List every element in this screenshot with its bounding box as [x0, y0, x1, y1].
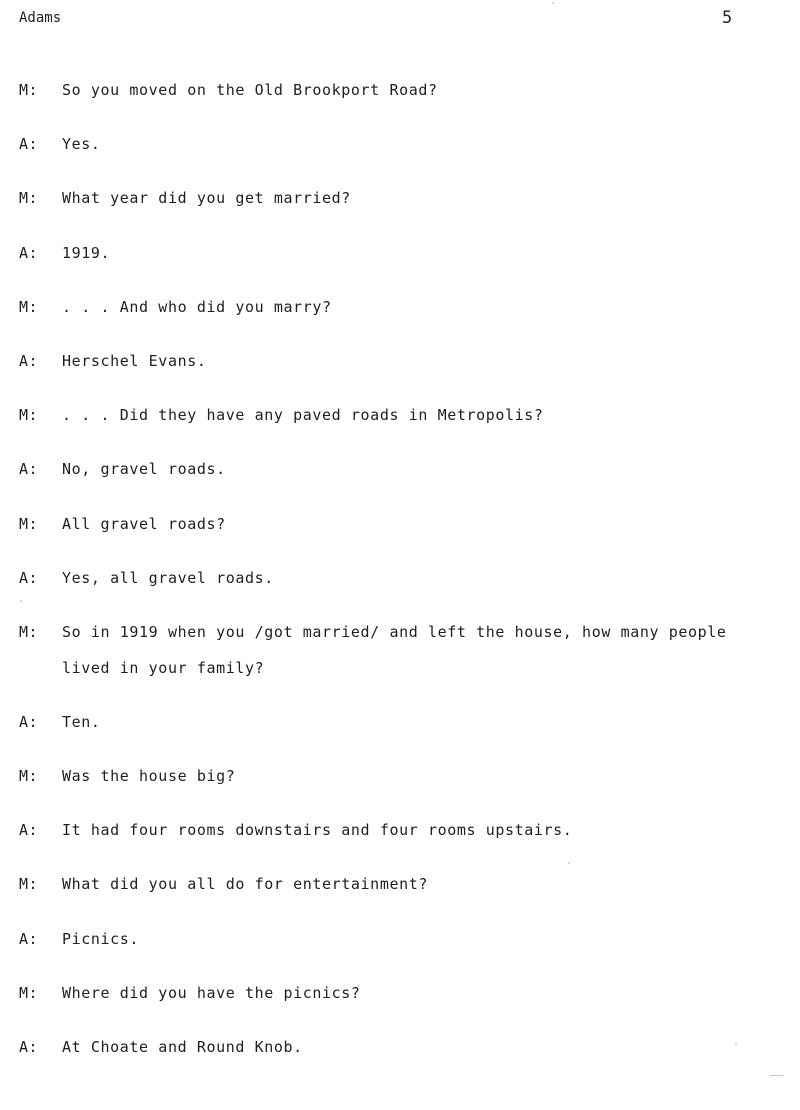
transcript-turn: [19, 297, 779, 351]
transcript-turn: [19, 820, 779, 874]
transcript-turn: [19, 983, 779, 1037]
turn-text: So in 1919 when you /got married/ and left the house, how many people lived in your family?: [62, 622, 737, 677]
scan-speck: [20, 600, 22, 602]
transcript-turn: [19, 712, 779, 766]
speaker-label: A:: [19, 568, 39, 587]
speaker-label: M:: [19, 81, 39, 99]
speaker-label: M:: [19, 875, 39, 894]
turn-text: Where did you have the picnics?: [62, 983, 361, 1002]
speaker-label: A:: [19, 821, 39, 840]
transcript-turn: [19, 351, 779, 405]
scan-speck: [552, 2, 554, 4]
scan-speck: [568, 862, 570, 864]
transcript-turn: [19, 874, 779, 928]
transcript-turn: [19, 514, 779, 568]
turn-text: Herschel Evans.: [62, 351, 207, 370]
scan-speck: [770, 1075, 784, 1076]
turn-text: Yes, all gravel roads.: [62, 568, 274, 587]
transcript-turn: [19, 766, 779, 820]
turn-text: What did you all do for entertainment?: [62, 875, 428, 894]
transcript-turn: [19, 929, 779, 983]
turn-text: No, gravel roads.: [62, 460, 226, 479]
transcript-turn: [19, 459, 779, 513]
turn-text: Ten.: [62, 712, 101, 731]
speaker-label: M:: [19, 297, 39, 316]
transcript-turn: [19, 1037, 779, 1091]
speaker-label: A:: [19, 1038, 39, 1056]
speaker-label: M:: [19, 622, 39, 641]
turn-text: At Choate and Round Knob.: [62, 1038, 303, 1056]
turn-text: . . . And who did you marry?: [62, 297, 332, 316]
speaker-label: A:: [19, 712, 39, 731]
turn-text: 1919.: [62, 243, 111, 262]
speaker-label: A:: [19, 243, 39, 262]
turn-text: Yes.: [62, 135, 101, 154]
turn-text: It had four rooms downstairs and four rooms upstairs.: [62, 821, 573, 840]
transcript-turn: [19, 134, 779, 188]
speaker-label: A:: [19, 460, 39, 479]
speaker-label: M:: [19, 189, 39, 208]
transcript-turn: [19, 405, 779, 459]
speaker-label: A:: [19, 351, 39, 370]
scan-speck: [735, 1043, 737, 1045]
transcript-turn: [19, 243, 779, 297]
turn-text: All gravel roads?: [62, 514, 226, 533]
turn-text: Was the house big?: [62, 767, 236, 786]
transcript-body: [19, 80, 779, 1091]
interviewee-name-header: Adams: [19, 10, 62, 26]
turn-text: Picnics.: [62, 929, 140, 948]
transcript-turn: [19, 622, 779, 712]
speaker-label: M:: [19, 767, 39, 786]
speaker-label: A:: [19, 929, 39, 948]
turn-text: So you moved on the Old Brookport Road?: [62, 81, 438, 99]
speaker-label: M:: [19, 406, 39, 425]
speaker-label: A:: [19, 135, 39, 154]
transcript-turn: [19, 80, 779, 134]
transcript-turn: [19, 188, 779, 242]
speaker-label: M:: [19, 983, 39, 1002]
speaker-label: M:: [19, 514, 39, 533]
page-number: 5: [722, 8, 733, 28]
turn-text: What year did you get married?: [62, 189, 351, 208]
turn-text: . . . Did they have any paved roads in Metropolis?: [62, 406, 544, 425]
